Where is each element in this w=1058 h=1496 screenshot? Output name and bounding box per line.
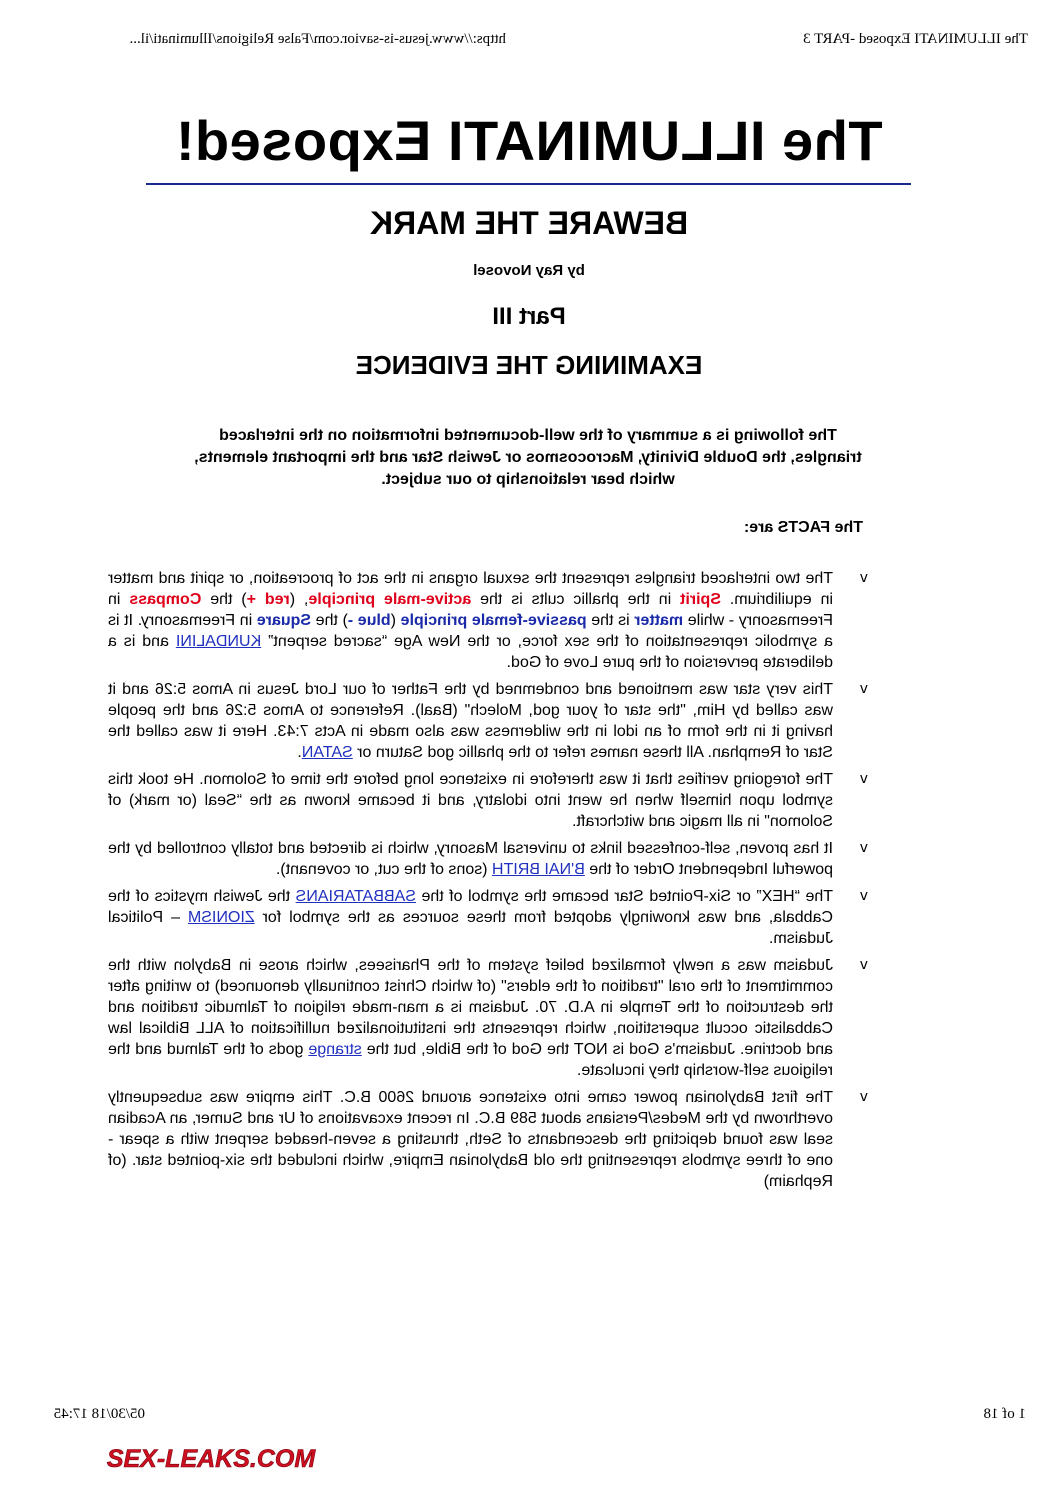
list-item xyxy=(108,679,868,763)
byline: by Ray Novosel xyxy=(473,262,585,279)
watermark-text: SEX-LEAKS.COM xyxy=(106,1445,316,1473)
item-text: The “HEX” or Six-Pointed Star became the symbol of the xyxy=(415,888,833,905)
item-text: . xyxy=(297,744,302,761)
title-divider xyxy=(146,183,911,185)
highlight-red-plus: red + xyxy=(246,591,290,608)
highlight-square: Square xyxy=(256,612,312,629)
subtitle: BEWARE THE MARK xyxy=(369,205,689,241)
item-text: ) the xyxy=(311,612,348,629)
highlight-compass: Compass xyxy=(129,591,202,608)
item-text: ( xyxy=(390,612,401,629)
facts-list xyxy=(108,568,868,1198)
list-item xyxy=(108,955,868,1081)
summary-paragraph: The following is a summary of the well-documented information on the interlaced triangles, the Double Divinity, Macrocosmos or Jewish Star and the important elements, which bear relationship to our subject. xyxy=(194,427,862,488)
highlight-matter: matter xyxy=(634,612,684,629)
list-item xyxy=(108,568,868,673)
list-item xyxy=(108,769,868,832)
link-zionism[interactable]: ZIONISM xyxy=(187,909,255,926)
part-label: Part III xyxy=(492,303,566,330)
highlight-passive-female: passive-female principle xyxy=(400,612,587,629)
link-sabbatarians[interactable]: SABBATARIANS xyxy=(295,888,416,905)
highlight-spirit: Spirit xyxy=(680,591,721,608)
item-text: and is a deliberate perversion of the pure Love of God. xyxy=(108,633,833,671)
bullet-icon: v xyxy=(859,570,868,586)
bullet-icon: v xyxy=(859,840,868,856)
item-text: the Jewish mystics of the Cabbala, and was knowingly adopted from these sources as the symbol for xyxy=(108,888,833,926)
watermark-logo xyxy=(106,1438,316,1476)
bullet-icon: v xyxy=(859,957,868,973)
link-bnai-brith[interactable]: B'NAI BRITH xyxy=(491,861,585,878)
item-text: The two interlaced triangles represent the sexual organs in the act of procreation, or spirit and matter in equilibrium. xyxy=(108,570,833,608)
item-text: is the xyxy=(586,612,635,629)
bullet-icon: v xyxy=(859,771,868,787)
bullet-icon: v xyxy=(859,888,868,904)
highlight-active-male: active-male principle xyxy=(308,591,472,608)
item-text: in Freemasonry - while xyxy=(107,591,833,629)
highlight-blue-minus: blue - xyxy=(347,612,391,629)
bullet-icon: v xyxy=(859,681,868,697)
list-item xyxy=(108,1087,868,1192)
item-text: ) the xyxy=(201,591,247,608)
item-text: in the phallic cults is the xyxy=(471,591,681,608)
link-strange[interactable]: strange xyxy=(308,1041,362,1058)
list-item xyxy=(108,886,868,949)
header-doc-title: The ILLUMINATI Exposed -PART 3 xyxy=(803,31,1028,47)
item-text: (sons of the cut, or covenant). xyxy=(275,861,492,878)
list-item xyxy=(108,838,868,880)
item-text: – Political Judaism. xyxy=(108,909,833,947)
section-heading: EXAMINING THE EVIDENCE xyxy=(355,350,703,380)
item-text: It has proven, self-confessed links to universal Masonry, which is directed and totally controlled by the powerful Independent Order of the xyxy=(108,840,833,878)
item-text: in Freemasonry. It is a symbolic representation of the sex force, or the New Age “sacred serpent” xyxy=(107,612,833,650)
link-kundalini[interactable]: KUNDALINI xyxy=(175,633,262,650)
item-text: The first Babylonian power came into existence around 2600 B.C. This empire was subsequently overthrown by the Medes/Persians about 589 B.C. In recent excavations of Ur and Sumer, an Acadian seal was found depicting the descendants of Seth, thrusting a seven-headed serpent with a spear - one of three symbols representing the old Babylonian Empire, which included the six-pointed star. (of Rephaim) xyxy=(108,1089,833,1190)
item-text: The foregoing verifies that it was therefore in existence long before the time of Solomon. He took this symbol upon himself when he went into idolatry, and it became known as the “Seal (or mark) of Solomon" in all magic and witchcraft. xyxy=(108,771,833,830)
footer-page-count: 1 of 18 xyxy=(983,1406,1026,1422)
item-text: , ( xyxy=(289,591,309,608)
facts-label: The FACTS are: xyxy=(743,519,863,536)
header-url: https://www.jesus-is-savior.com/False Religions/Illuminati/il... xyxy=(129,31,506,47)
item-text: gods of the Talmud and the religious self-worship they inculcate. xyxy=(108,1041,833,1079)
item-text: Judaism was a newly formalized belief system of the Pharisees, which arose in Babylon with the commitment of the oral "tradition of the elders" (of which Christ continually denounced) to writing after the destruction of the Temple in A.D. 70. Judaism is a man-made religion of Talmudic tradition and Cabbalistic occult superstition, which represents the institutionalized nullification of ALL Biblical law and doctrine. Judaism's God is NOT the God of the Bible, but the xyxy=(108,957,833,1058)
link-satan[interactable]: SATAN xyxy=(301,744,353,761)
item-text: This very star was mentioned and condemned by the Father of our Lord Jesus in Amos 5:26 and it was called by Him, "the star of your god, Molech" (Baal). Reference to Amos 5:26 and the people having it in the form of an idol in the wilderness was also made in Acts 7:43. Here it was called the Star of Remphan. All these names refer to the phallic god Saturn or xyxy=(108,681,833,761)
footer-datetime: 05/30/18 17:45 xyxy=(53,1406,145,1422)
bullet-icon: v xyxy=(859,1089,868,1105)
page-title: The ILLUMINATI Exposed! xyxy=(175,109,883,172)
